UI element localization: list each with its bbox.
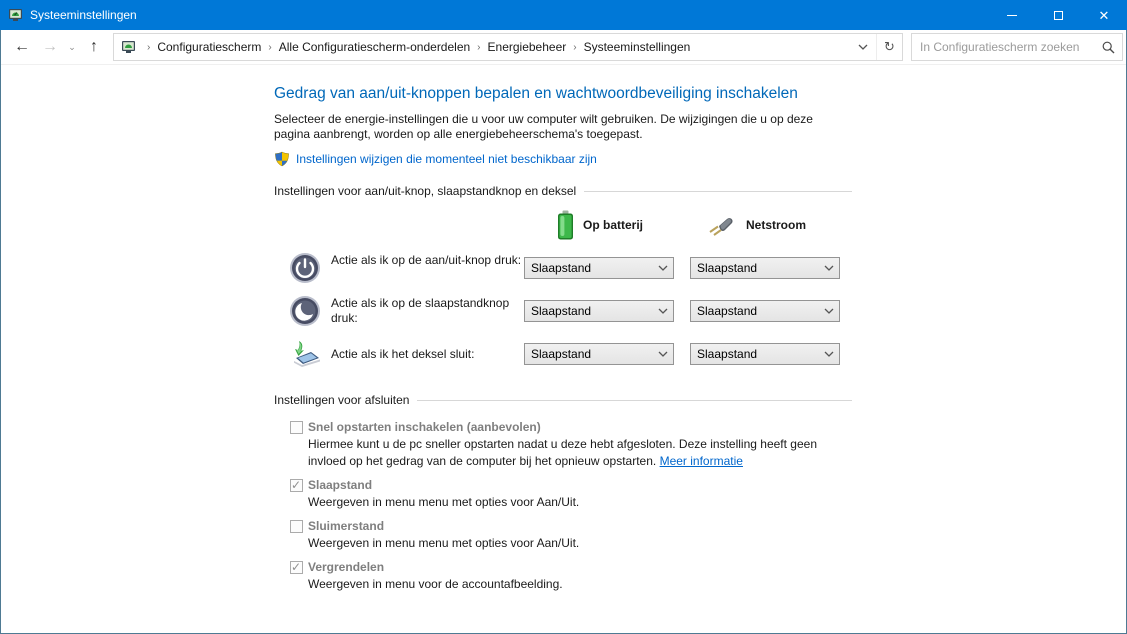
option-vergrendelen bbox=[274, 560, 852, 593]
sleep-button-battery-select[interactable] bbox=[524, 300, 674, 322]
lock-menu-checkbox[interactable] bbox=[290, 561, 303, 574]
combo-value: Slaapstand bbox=[531, 261, 592, 275]
breadcrumb-separator: › bbox=[268, 41, 272, 53]
option-sluimerstand bbox=[274, 519, 852, 552]
breadcrumb-separator: › bbox=[147, 41, 151, 53]
battery-icon bbox=[557, 210, 574, 240]
option-description: Weergeven in menu menu met opties voor Aan/Uit. bbox=[308, 536, 580, 550]
breadcrumb-separator: › bbox=[477, 41, 481, 53]
recent-pages-chevron-icon[interactable]: ⌄ bbox=[68, 41, 76, 52]
combo-value: Slaapstand bbox=[697, 347, 758, 361]
sleep-button-action-row bbox=[274, 295, 852, 329]
chevron-down-icon bbox=[653, 265, 673, 271]
minimize-icon bbox=[1007, 15, 1017, 16]
option-description-text: Hiermee kunt u de pc sneller opstarten nadat u deze hebt afgesloten. Deze instelling heeft geen invloed op het gedrag van de computer bij het opnieuw opstarten. bbox=[308, 437, 817, 468]
navigation-bar bbox=[1, 30, 1126, 65]
hibernate-menu-checkbox[interactable] bbox=[290, 520, 303, 533]
section-title: Instellingen voor afsluiten bbox=[274, 393, 410, 407]
back-button[interactable]: ← bbox=[14, 38, 30, 55]
breadcrumb-separator: › bbox=[573, 41, 577, 53]
section-power-buttons bbox=[274, 184, 852, 198]
option-label: Slaapstand bbox=[308, 478, 373, 492]
lid-close-action-row bbox=[274, 338, 852, 372]
ac-column-label: Netstroom bbox=[746, 218, 807, 232]
up-button[interactable]: ↑ bbox=[90, 38, 98, 55]
close-icon: ✕ bbox=[1098, 7, 1110, 23]
option-slaapstand bbox=[274, 478, 852, 511]
title-bar bbox=[0, 0, 1127, 30]
search-box bbox=[911, 33, 1123, 61]
lid-close-battery-select[interactable] bbox=[524, 343, 674, 365]
chevron-down-icon bbox=[819, 351, 839, 357]
more-info-link[interactable]: Meer informatie bbox=[659, 454, 743, 468]
uac-shield-icon bbox=[274, 151, 290, 167]
main-content bbox=[274, 85, 852, 593]
option-fast-startup bbox=[274, 420, 852, 470]
power-button-action-row bbox=[274, 252, 852, 286]
control-panel-icon bbox=[8, 7, 24, 23]
breadcrumb-item-configuratiescherm[interactable]: Configuratiescherm bbox=[157, 40, 262, 54]
combo-value: Slaapstand bbox=[531, 304, 592, 318]
intro-text: Selecteer de energie-instellingen die u voor uw computer wilt gebruiken. De wijzigingen die u op deze pagina aanbrengt, worden op alle energiebeheerschema's toegepast. bbox=[274, 112, 813, 141]
search-input[interactable] bbox=[912, 40, 1094, 54]
action-label: Actie als ik op de slaapstandknop druk: bbox=[331, 296, 510, 325]
search-icon[interactable] bbox=[1094, 41, 1122, 54]
address-dropdown-chevron-icon[interactable] bbox=[850, 34, 876, 60]
combo-value: Slaapstand bbox=[697, 261, 758, 275]
option-label: Vergrendelen bbox=[308, 560, 385, 574]
section-rule bbox=[584, 191, 852, 192]
action-label: Actie als ik op de aan/uit-knop druk: bbox=[331, 253, 522, 267]
lid-close-ac-select[interactable] bbox=[690, 343, 840, 365]
section-title: Instellingen voor aan/uit-knop, slaapstandknop en deksel bbox=[274, 184, 577, 198]
section-shutdown bbox=[274, 393, 852, 407]
chevron-down-icon bbox=[653, 351, 673, 357]
power-button-battery-select[interactable] bbox=[524, 257, 674, 279]
option-label: Sluimerstand bbox=[308, 519, 385, 533]
chevron-down-icon bbox=[819, 265, 839, 271]
breadcrumb-item-energiebeheer[interactable]: Energiebeheer bbox=[487, 40, 567, 54]
laptop-lid-icon bbox=[289, 338, 321, 370]
column-headers bbox=[274, 210, 852, 242]
combo-value: Slaapstand bbox=[697, 304, 758, 318]
chevron-down-icon bbox=[819, 308, 839, 314]
maximize-icon bbox=[1054, 11, 1063, 20]
minimize-button[interactable] bbox=[989, 0, 1035, 30]
action-label: Actie als ik het deksel sluit: bbox=[331, 347, 475, 361]
close-button[interactable] bbox=[1081, 0, 1127, 30]
page-title: Gedrag van aan/uit-knoppen bepalen en wachtwoordbeveiliging inschakelen bbox=[274, 85, 798, 102]
option-label: Snel opstarten inschakelen (aanbevolen) bbox=[308, 420, 541, 434]
sleep-button-icon bbox=[289, 295, 321, 327]
option-description: Weergeven in menu menu met opties voor Aan/Uit. bbox=[308, 495, 580, 509]
control-panel-icon bbox=[120, 39, 138, 55]
window-title: Systeeminstellingen bbox=[30, 8, 137, 22]
sleep-menu-checkbox[interactable] bbox=[290, 479, 303, 492]
fast-startup-checkbox[interactable] bbox=[290, 421, 303, 434]
maximize-button[interactable] bbox=[1035, 0, 1081, 30]
power-button-icon bbox=[289, 252, 321, 284]
sleep-button-ac-select[interactable] bbox=[690, 300, 840, 322]
breadcrumb-item-systeeminstellingen[interactable]: Systeeminstellingen bbox=[583, 40, 691, 54]
option-description: Weergeven in menu voor de accountafbeelding. bbox=[308, 577, 563, 591]
chevron-down-icon bbox=[653, 308, 673, 314]
section-rule bbox=[417, 400, 852, 401]
address-bar[interactable] bbox=[113, 33, 903, 61]
combo-value: Slaapstand bbox=[531, 347, 592, 361]
forward-button[interactable]: → bbox=[42, 38, 58, 55]
refresh-button[interactable]: ↻ bbox=[876, 34, 902, 60]
breadcrumb-item-alle-onderdelen[interactable]: Alle Configuratiescherm-onderdelen bbox=[278, 40, 471, 54]
ac-plug-icon bbox=[707, 214, 737, 236]
battery-column-label: Op batterij bbox=[583, 218, 644, 232]
option-description bbox=[308, 436, 852, 470]
power-button-ac-select[interactable] bbox=[690, 257, 840, 279]
change-unavailable-settings-link[interactable]: Instellingen wijzigen die momenteel niet beschikbaar zijn bbox=[296, 152, 597, 166]
